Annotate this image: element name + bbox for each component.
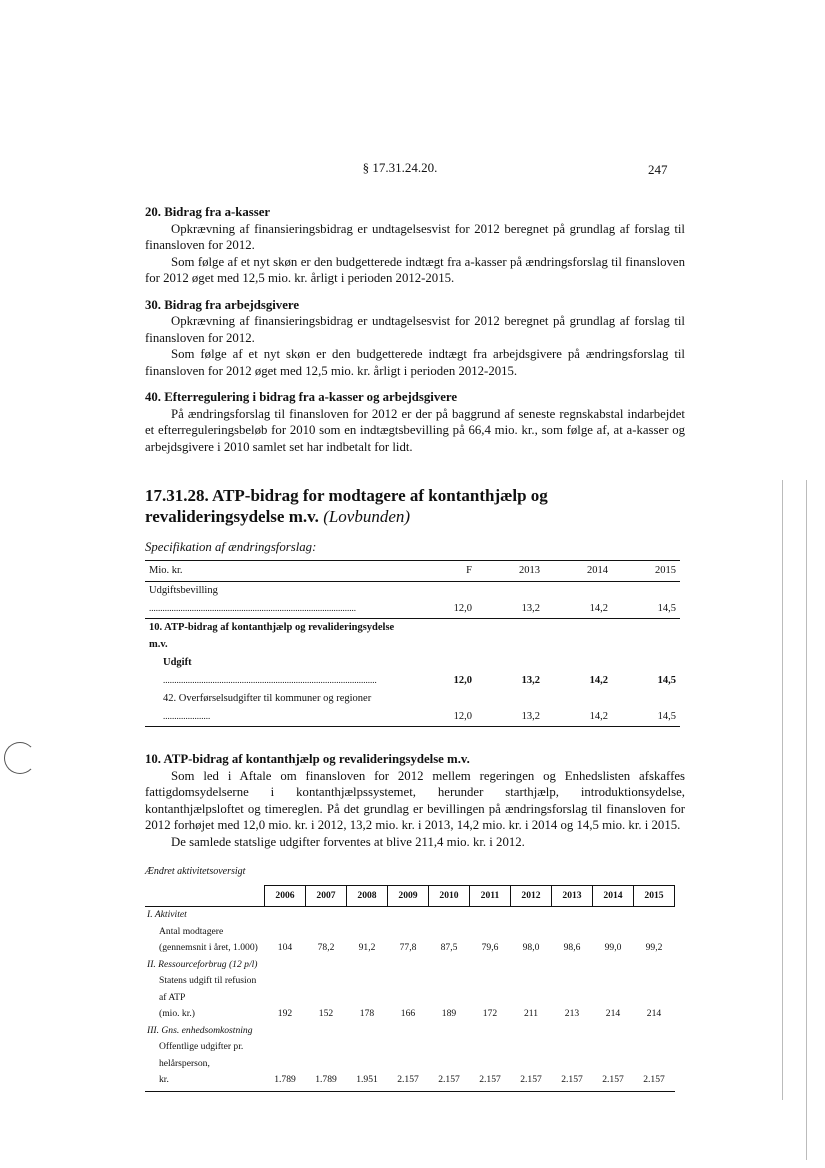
paragraph-reference: § 17.31.24.20. [362, 160, 438, 175]
activity-row [145, 1039, 675, 1072]
activity-row [145, 1006, 675, 1023]
spec-header-row [145, 560, 680, 582]
activity-cell [429, 907, 470, 924]
activity-row [145, 1072, 675, 1091]
activity-cell [347, 924, 388, 941]
activity-cell [347, 1023, 388, 1040]
section-heading: 30. Bidrag fra arbejdsgivere [145, 297, 300, 312]
spec-col-label: Mio. kr. [145, 560, 408, 582]
activity-year-header: 2015 [634, 885, 675, 907]
activity-cell: 214 [646, 1008, 662, 1019]
main-heading-law: (Lovbunden) [323, 507, 411, 526]
activity-cell [429, 973, 470, 1006]
spec-cell: 12,0 [408, 582, 476, 619]
activity-cell: 2.157 [593, 1072, 634, 1091]
spec-row-label: Udgift [163, 657, 192, 668]
spec-row: Udgift ............................................................................................... 12,0 13,2 14,2 14,5 [145, 654, 680, 690]
activity-year-header: 2008 [347, 885, 388, 907]
spec-row: 42. Overførselsudgifter til kommuner og regioner ..................... 12,0 13,2 14,2 14,5 [145, 690, 680, 727]
activity-row-label: kr. [145, 1072, 265, 1091]
activity-cell: 77,8 [399, 942, 417, 953]
activity-cell: 152 [318, 1008, 334, 1019]
activity-cell [470, 973, 511, 1006]
activity-cell [388, 973, 429, 1006]
activity-cell [388, 907, 429, 924]
activity-cell [552, 957, 593, 974]
activity-year-header: 2012 [511, 885, 552, 907]
spec-cell: 14,2 [544, 582, 612, 619]
activity-cell: 214 [605, 1008, 621, 1019]
spec-row-label: 10. ATP-bidrag af kontanthjælp og revalideringsydelse m.v. [149, 622, 395, 650]
activity-cell: 178 [359, 1008, 375, 1019]
activity-cell [265, 907, 306, 924]
activity-cell: 172 [482, 1008, 498, 1019]
spec-cell: 12,0 [408, 690, 476, 727]
activity-cell: 2.157 [552, 1072, 593, 1091]
activity-cell [347, 907, 388, 924]
spec-cell: 13,2 [476, 582, 544, 619]
spec-row-label: Udgiftsbevilling [149, 585, 218, 596]
activity-cell: 98,6 [563, 942, 581, 953]
spec-col-2013: 2013 [476, 560, 544, 582]
activity-row [145, 940, 675, 957]
activity-cell [552, 924, 593, 941]
activity-year-header: 2013 [552, 885, 593, 907]
activity-cell [634, 1039, 675, 1072]
activity-cell [347, 1039, 388, 1072]
activity-year-header: 2009 [388, 885, 429, 907]
activity-row-label: I. Aktivitet [147, 909, 187, 920]
activity-year-header: 2014 [593, 885, 634, 907]
section-10-heading: 10. ATP-bidrag af kontanthjælp og revalideringsydelse m.v. [145, 752, 470, 766]
activity-cell: 79,6 [481, 942, 499, 953]
main-heading [145, 485, 685, 527]
spec-row: Udgiftsbevilling ............................................................................................ 12,0 13,2 14,2 14,5 [145, 582, 680, 619]
activity-header-row [145, 885, 675, 907]
activity-cell: 78,2 [317, 942, 335, 953]
activity-cell: 91,2 [358, 942, 376, 953]
activity-cell [429, 1023, 470, 1040]
section-paragraph: På ændringsforslag til finansloven for 2012 er der på baggrund af seneste regnskabstal indarbejdet et efterreguleringsbeløb for 2010 som en indtægtsbevilling på 66,4 mio. kr., som følge af, at a-kasser og arbejdsgivere i 2010 samlet set har indbetalt for lidt. [145, 406, 685, 454]
activity-cell: 2.157 [470, 1072, 511, 1091]
activity-cell [306, 957, 347, 974]
activity-cell [552, 973, 593, 1006]
activity-cell [306, 1023, 347, 1040]
activity-cell [347, 973, 388, 1006]
activity-cell [470, 1023, 511, 1040]
activity-cell [470, 957, 511, 974]
activity-cell [306, 924, 347, 941]
activity-year-header: 2011 [470, 885, 511, 907]
activity-cell: 1.789 [306, 1072, 347, 1091]
activity-cell: 2.157 [511, 1072, 552, 1091]
activity-row-label: Offentlige udgifter pr. helårsperson, [159, 1041, 244, 1069]
activity-cell [634, 957, 675, 974]
section-20 [145, 204, 685, 287]
spec-cell: 14,5 [657, 674, 676, 686]
activity-cell [511, 907, 552, 924]
activity-cell [593, 957, 634, 974]
activity-cell [511, 924, 552, 941]
section-heading: 40. Efterregulering i bidrag fra a-kasser og arbejdsgivere [145, 390, 458, 404]
activity-cell: 98,0 [522, 942, 540, 953]
activity-cell [265, 1039, 306, 1072]
activity-table [145, 885, 675, 1092]
activity-cell [552, 1023, 593, 1040]
activity-cell: 213 [564, 1008, 580, 1019]
activity-year-header: 2006 [265, 885, 306, 907]
activity-cell [593, 973, 634, 1006]
activity-cell [429, 924, 470, 941]
activity-cell [265, 973, 306, 1006]
section-10-paragraph: Som led i Aftale om finansloven for 2012 mellem regeringen og Enhedslisten afskaffes fattigdomsydelserne i kontanthjælpssystemet, herunder starthjælp, introduktionsydelse, kontanthjælpsloftet og timereglen. På det grundlag er bevillingen på ændringsforslag til finansloven for 2012 forhøjet med 12,0 mio. kr. i 2012, 13,2 mio. kr. i 2013, 14,2 mio. kr. i 2014 og 14,5 mio. kr. i 2015. [145, 768, 685, 832]
activity-cell [388, 924, 429, 941]
section-40 [145, 389, 685, 455]
spec-cell: 14,5 [612, 690, 680, 727]
activity-row-label: Statens udgift til refusion af ATP [159, 975, 257, 1003]
scan-edge-line [806, 480, 807, 1160]
activity-title: Ændret aktivitetsoversigt [145, 866, 246, 877]
activity-row-label: (mio. kr.) [159, 1008, 195, 1019]
activity-cell [306, 973, 347, 1006]
spec-col-2014: 2014 [544, 560, 612, 582]
activity-cell [511, 973, 552, 1006]
activity-cell [470, 907, 511, 924]
spec-cell: 13,2 [476, 690, 544, 727]
spec-col-2015: 2015 [612, 560, 680, 582]
spec-table [145, 560, 680, 728]
activity-row-label: II. Ressourceforbrug (12 p/l) [147, 958, 258, 970]
activity-row-label: Antal modtagere [159, 925, 224, 937]
section-10-paragraph: De samlede statslige udgifter forventes at blive 211,4 mio. kr. i 2012. [171, 834, 525, 849]
page-number: 247 [648, 162, 668, 177]
spec-cell: 14,2 [589, 674, 608, 686]
spec-cell: 13,2 [521, 674, 540, 686]
spec-row-label: 42. Overførselsudgifter til kommuner og regioner [163, 693, 372, 704]
section-30 [145, 297, 685, 380]
document-body [145, 204, 685, 1092]
spec-cell: 14,5 [612, 582, 680, 619]
activity-cell: 99,2 [645, 942, 663, 953]
section-paragraph: Opkrævning af finansieringsbidrag er undtagelsesvist for 2012 beregnet på grundlag af forslag til finansloven for 2012. [145, 314, 685, 345]
activity-cell: 104 [277, 942, 293, 953]
activity-row [145, 957, 675, 974]
activity-cell [634, 924, 675, 941]
activity-year-header: 2010 [429, 885, 470, 907]
activity-cell [470, 1039, 511, 1072]
spec-cell: 12,0 [453, 674, 472, 686]
activity-cell [306, 1039, 347, 1072]
activity-row-label: (gennemsnit i året, 1.000) [159, 942, 258, 953]
activity-cell [593, 1039, 634, 1072]
activity-row [145, 973, 675, 1006]
spec-row [145, 619, 680, 655]
activity-cell [593, 1023, 634, 1040]
activity-cell: 166 [400, 1008, 416, 1019]
activity-cell [306, 907, 347, 924]
activity-cell: 1.789 [265, 1072, 306, 1091]
activity-cell [552, 1039, 593, 1072]
activity-cell: 2.157 [429, 1072, 470, 1091]
activity-cell: 2.157 [634, 1072, 675, 1091]
activity-row [145, 924, 675, 941]
activity-cell: 192 [277, 1008, 293, 1019]
activity-cell [265, 924, 306, 941]
activity-cell [511, 1039, 552, 1072]
spec-title: Specifikation af ændringsforslag: [145, 540, 317, 554]
section-paragraph: Opkrævning af finansieringsbidrag er undtagelsesvist for 2012 beregnet på grundlag af forslag til finansloven for 2012. [145, 221, 685, 252]
activity-cell [429, 1039, 470, 1072]
activity-cell [265, 957, 306, 974]
activity-cell [511, 1023, 552, 1040]
activity-year-header: 2007 [306, 885, 347, 907]
spec-cell: 14,2 [544, 690, 612, 727]
section-heading: 20. Bidrag fra a-kasser [145, 205, 271, 219]
activity-cell: 1.951 [347, 1072, 388, 1091]
activity-cell: 2.157 [388, 1072, 429, 1091]
activity-row [145, 1023, 675, 1040]
activity-cell [634, 973, 675, 1006]
activity-cell [593, 924, 634, 941]
activity-cell: 211 [523, 1008, 539, 1019]
activity-cell [388, 1023, 429, 1040]
activity-cell [552, 907, 593, 924]
scan-edge-line [782, 480, 783, 1100]
main-heading-text: 17.31.28. ATP-bidrag for modtagere af kontanthjælp og revalideringsydelse m.v. [145, 486, 548, 526]
activity-row [145, 907, 675, 924]
activity-cell [429, 957, 470, 974]
section-paragraph: Som følge af et nyt skøn er den budgetterede indtægt fra arbejdsgivere på ændringsforslag til finansloven for 2012 øget med 12,5 mio. kr. årligt i perioden 2012-2015. [145, 347, 685, 378]
punch-hole-mark [4, 742, 36, 774]
activity-cell [388, 957, 429, 974]
activity-cell [634, 907, 675, 924]
section-paragraph: Som følge af et nyt skøn er den budgetterede indtægt fra a-kasser på ændringsforslag til finansloven for 2012 øget med 12,5 mio. kr. årligt i perioden 2012-2015. [145, 254, 685, 285]
activity-cell [593, 907, 634, 924]
activity-cell [265, 1023, 306, 1040]
activity-cell [634, 1023, 675, 1040]
activity-row-label: III. Gns. enhedsomkostning [147, 1024, 253, 1036]
activity-cell: 99,0 [604, 942, 622, 953]
spec-col-f: F [408, 560, 476, 582]
activity-cell: 189 [441, 1008, 457, 1019]
activity-cell: 87,5 [440, 942, 458, 953]
activity-cell [388, 1039, 429, 1072]
activity-cell [470, 924, 511, 941]
activity-cell [347, 957, 388, 974]
activity-cell [511, 957, 552, 974]
